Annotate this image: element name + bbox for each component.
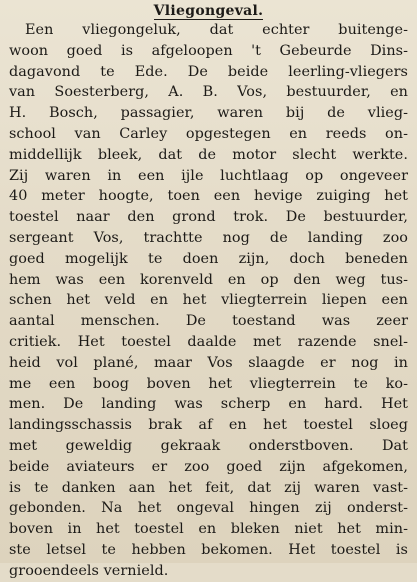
article-line: hem was een korenveld en op den weg tus- <box>9 271 408 288</box>
article-line: middellijk bleek, dat de motor slecht werkte. <box>9 146 408 163</box>
article-line: ste letsel te hebben bekomen. Het toestel is <box>9 541 408 558</box>
article-line: dagavond te Ede. De beide leerling-vliegers <box>9 63 408 80</box>
article-line: Zij waren in een ijle luchtlaag op ongeveer <box>9 167 408 184</box>
article-line: me een boog boven het vliegterrein te ko- <box>9 375 408 392</box>
article-body <box>9 20 408 582</box>
article-line: critiek. Het toestel daalde met razende snel- <box>9 333 408 350</box>
article-line: van Soesterberg, A. B. Vos, bestuurder, en <box>9 84 408 101</box>
article-line: met geweldig gekraak onderstboven. Dat <box>9 437 408 454</box>
article-line: beide aviateurs er zoo goed zijn afgekomen, <box>9 458 408 475</box>
article-line: aantal menschen. De toestand was zeer <box>9 313 408 330</box>
article-line: goed mogelijk te doen zijn, doch beneden <box>9 250 408 267</box>
article-line: Een vliegongeluk, dat echter buitenge- <box>25 22 408 38</box>
article-line: gebonden. Na het ongeval hingen zij onderst- <box>9 500 408 517</box>
article-line: schen het veld en het vliegterrein liepen een <box>9 292 408 309</box>
article-line: H. Bosch, passagier, waren bij de vlieg- <box>9 105 408 122</box>
article-line: school van Carley opgestegen en reeds on- <box>9 125 408 142</box>
article-line: men. De landing was scherp en hard. Het <box>9 396 408 413</box>
article-line: grooendeels vernield. <box>9 562 169 579</box>
article-line: landingsschassis brak af en het toestel sloeg <box>9 417 408 434</box>
article-line: toestel naar den grond trok. De bestuurder, <box>9 209 408 226</box>
headline-text: Vliegongeval. <box>153 3 264 19</box>
article-line: woon goed is afgeloopen 't Gebeurde Dins- <box>9 42 408 59</box>
article-line: boven in het toestel en bleken niet het min- <box>9 521 408 538</box>
article-headline <box>9 2 408 20</box>
article-line: 40 meter hoogte, toen een hevige zuiging het <box>9 188 408 205</box>
article-line: is te danken aan het feit, dat zij waren vast- <box>9 479 408 496</box>
article-line: sergeant Vos, trachtte nog de landing zoo <box>9 229 408 246</box>
article-line: heid vol plané, maar Vos slaagde er nog in <box>9 354 408 371</box>
